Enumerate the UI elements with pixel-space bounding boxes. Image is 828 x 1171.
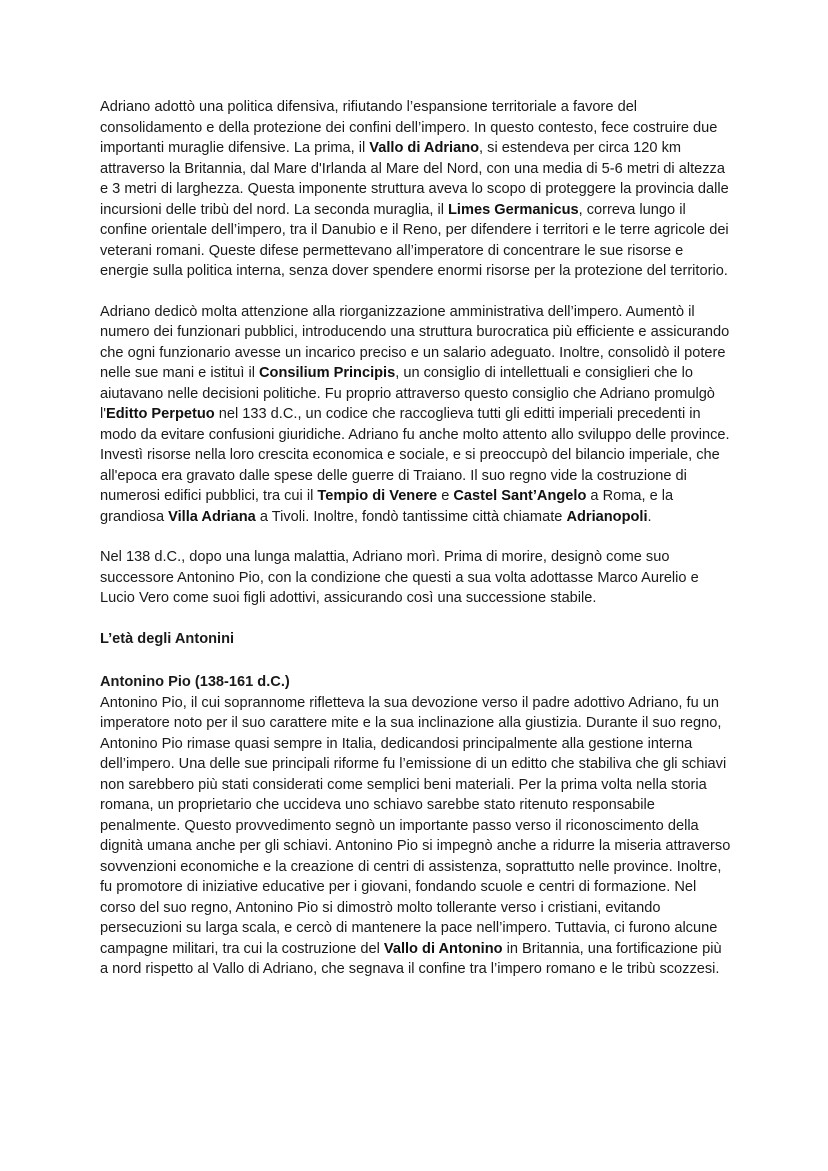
text-run: . (647, 508, 652, 525)
document-page (100, 97, 732, 1000)
bold-term: Editto Perpetuo (106, 406, 215, 422)
bold-term: Vallo di Antonino (383, 940, 503, 957)
text-run: a Tivoli. Inoltre, fondò tantissime città chiamate (255, 508, 567, 525)
text-run: in Britannia, una fortificazione più a nord rispetto al Vallo di Adriano, che segnava il confine tra l’impero romano e le tribù scozzesi. (100, 940, 722, 977)
bold-term: Adrianopoli (566, 508, 648, 525)
text-run: e (437, 488, 454, 504)
text-run: Adriano dedicò molta attenzione alla riorganizzazione amministrativa dell’impero. Aumentò il numero dei funzionari pubblici, introducendo una struttura burocratica più efficiente e assicurando che ogni funzionario avesse un incarico preciso e un salario adeguato. Inoltre, consolidò il potere nelle sue mani e istituì il (100, 303, 730, 381)
text-run: Antonino Pio, il cui soprannome rifletteva la sua devozione verso il padre adottivo Adriano, fu un imperatore noto per il suo carattere mite e la sua inclinazione alla giustizia. Durante il suo regno, Antonino Pio rimase quasi sempre in Italia, dedicandosi principalmente alla gestione interna dell’impero. Una delle sue principali riforme fu l’emissione di un editto che stabiliva che gli schiavi non sarebbero più stati considerati come semplici beni materiali. Per la prima volta nella storia romana, un proprietario che uccideva uno schiavo sarebbe stato ritenuto responsabile penalmente. Questo provvedimento segnò un importante passo verso il riconoscimento della dignità umana anche per gli schiavi. Antonino Pio si impegnò anche a ridurre la miseria attraverso sovvenzioni economiche e la creazione di centri di assistenza, soprattutto nelle province. Inoltre, fu promotore di iniziative educative per i giovani, fondando scuole e centri di formazione. Nel corso del suo regno, Antonino Pio si dimostrò molto tollerante verso i cristiani, evitando persecuzioni su larga scala, e cercò di mantenere la pace nell’impero. Tuttavia, ci furono alcune campagne militari, tra cui la costruzione del (100, 694, 731, 957)
section-heading: L’età degli Antonini (100, 630, 235, 647)
text-run: a Roma, e la grandiosa (100, 488, 674, 525)
paragraph-defenses (100, 97, 732, 282)
text-run: Adriano adottò una politica difensiva, rifiutando l’espansione territoriale a favore del consolidamento e della protezione dei confini dell’impero. In questo contesto, fece costruire due importanti muraglie difensive. La prima, il (100, 99, 718, 156)
text-run: , correva lungo il confine orientale dell’impero, tra il Danubio e il Reno, per difendere i territori e le terre agricole dei veterani romani. Queste difese permettevano all’imperatore di concentrare le sue risorse e energie sulla politica interna, senza dover spendere enormi risorse per la protezione del territorio. (100, 201, 729, 279)
text-run: , si estendeva per circa 120 km attraverso la Britannia, dal Mare d'Irlanda al Mare del Nord, con una media di 5-6 metri di altezza e 3 metri di larghezza. Questa imponente struttura aveva lo scopo di proteggere la provincia dalle incursioni delle tribù del nord. La seconda muraglia, il (100, 140, 729, 218)
text-run: , un consiglio di intellettuali e consiglieri che lo aiutavano nelle decisioni politiche. Fu proprio attraverso questo consiglio che Adriano promulgò l' (100, 365, 715, 422)
bold-term: Limes Germanicus (448, 201, 579, 218)
paragraph-succession (100, 547, 732, 609)
paragraph-antonino-pio (100, 693, 732, 980)
bold-term: Tempio di Venere (317, 488, 438, 504)
bold-term: Castel Sant’Angelo (453, 488, 587, 504)
subsection-heading: Antonino Pio (138-161 d.C.) (100, 674, 290, 690)
bold-term: Vallo di Adriano (369, 140, 480, 156)
bold-term: Villa Adriana (168, 508, 256, 525)
text-run: Nel 138 d.C., dopo una lunga malattia, Adriano morì. Prima di morire, designò come suo successore Antonino Pio, con la condizione che questi a sua volta adottasse Marco Aurelio e Lucio Vero come suoi figli adottivi, assicurando così una successione stabile. (100, 549, 699, 606)
paragraph-administration (100, 302, 732, 528)
bold-term: Consilium Principis (259, 365, 396, 381)
text-run: nel 133 d.C., un codice che raccoglieva tutti gli editti imperiali precedenti in modo da evitare confusioni giuridiche. Adriano fu anche molto attento allo sviluppo delle province. Investì risorse nella loro crescita economica e sociale, e si preoccupò del bilancio imperiale, che all'epoca era gravato dalle spese delle guerre di Traiano. Il suo regno vide la costruzione di numerosi edifici pubblici, tra cui il (100, 406, 730, 504)
